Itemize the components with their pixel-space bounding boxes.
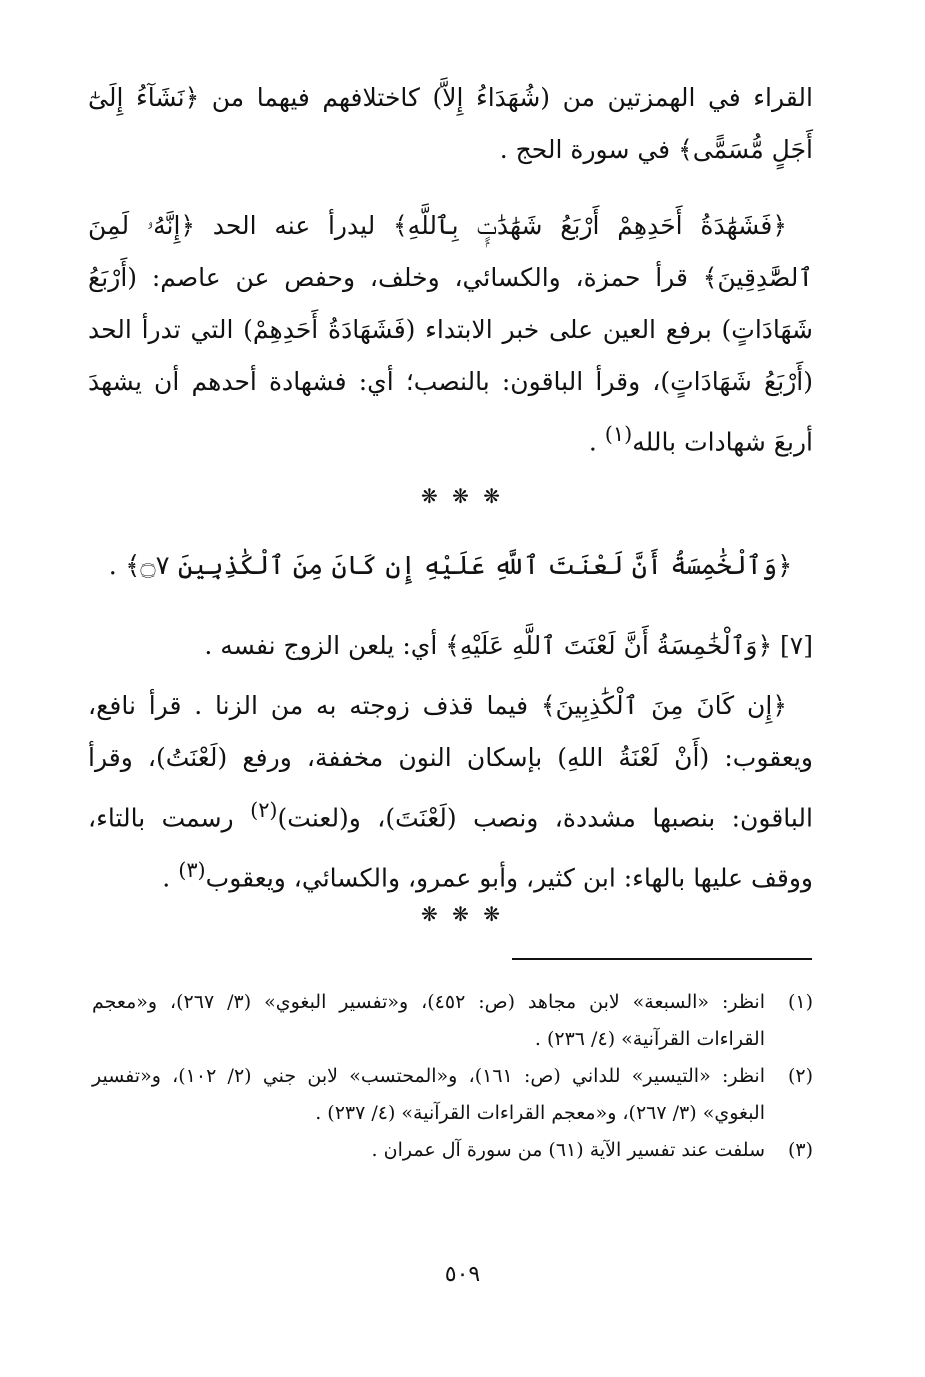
footnote-divider — [512, 958, 812, 960]
paragraph-shahadah — [88, 200, 813, 468]
paragraph-text: رسمت بالتاء، ووقف عليها بالهاء: ابن كثير، وأبو عمرو، والكسائي، ويعقوب — [88, 803, 813, 893]
quran-verse: ﴿وَٱلْخَٰمِسَةُ أَنَّ لَعْنَتَ ٱللَّهِ عَلَيْهِ إِن كَانَ مِنَ ٱلْكَٰذِبِينَ ۝٧﴾ . — [108, 551, 793, 581]
paragraph-end: . — [162, 863, 179, 893]
footnote-text: انظر: «السبعة» لابن مجاهد (ص: ٤٥٢)، و«تفسير البغوي» (٣/ ٢٦٧)، و«معجم القراءات القرآنية» (٤/ ٢٣٦) . — [92, 991, 765, 1050]
footnote-item — [92, 1132, 813, 1169]
footnotes — [92, 984, 813, 1169]
paragraph-text: ﴿إِن كَانَ مِنَ ٱلْكَٰذِبِينَ﴾ فيما قذف زوجته به من الزنا . قرأ نافع، ويعقوب: (أَنْ لَعْنَةُ اللهِ) بإسكان النون مخففة، ورفع (لَعْنَتُ)، وقرأ الباقون: بنصبها مشددة، ونصب (لَعْنَتَ)، و(لعنت) — [88, 691, 813, 833]
footnote-number: (٢) — [787, 1065, 813, 1087]
footnote-item — [92, 1058, 813, 1132]
footnote-ref-2[interactable]: (٢) — [250, 798, 278, 822]
paragraph-readings — [88, 680, 813, 905]
footnote-item — [92, 984, 813, 1058]
paragraph-continuation — [88, 72, 813, 176]
paragraph-text: ﴿فَشَهَٰدَةُ أَحَدِهِمْ أَرْبَعُ شَهَٰدَٰتٍۭ بِٱللَّهِ﴾ ليدرأ عنه الحد ﴿إِنَّهُۥ لَمِنَ ٱلصَّٰدِقِينَ﴾ قرأ حمزة، والكسائي، وخلف، وحفص عن عاصم: (أَرْبَعُ شَهَادَاتٍ) برفع العين على خبر الابتداء (فَشَهَادَةُ أَحَدِهِمْ) التي تدرأ الحد (أَرْبَعُ شَهَادَاتٍ)، وقرأ الباقون: بالنصب؛ أي: فشهادة أحدهم أن يشهدَ أربعَ شهادات بالله — [88, 211, 813, 457]
footnote-ref-1[interactable]: (١) — [604, 422, 633, 446]
footnote-text: انظر: «التيسير» للداني (ص: ١٦١)، و«المحتسب» لابن جني (٢/ ١٠٢)، و«تفسير البغوي» (٣/ ٢٦٧)، و«معجم القراءات القرآنية» (٤/ ٢٣٧) . — [92, 1065, 765, 1124]
paragraph-text: القراء في الهمزتين من (شُهَدَاءُ إِلاَّ) كاختلافهم فيهما من ﴿نَشَآءُ إِلَىٰٓ أَجَلٍ مُّسَمًّى﴾ في سورة الحج . — [88, 83, 813, 164]
paragraph-text: [٧] ﴿وَٱلْخَٰمِسَةُ أَنَّ لَعْنَتَ ٱللَّهِ عَلَيْهِ﴾ أي: يلعن الزوج نفسه . — [204, 631, 813, 660]
footnote-number: (٣) — [787, 1139, 813, 1161]
section-separator: ❋ ❋ ❋ — [421, 484, 504, 508]
paragraph-verse-explanation — [88, 620, 813, 672]
footnote-text: سلفت عند تفسير الآية (٦١) من سورة آل عمران . — [371, 1139, 765, 1161]
page-number: ٥٠٩ — [444, 1262, 481, 1287]
footnote-ref-3[interactable]: (٣) — [178, 858, 206, 883]
footnote-number: (١) — [787, 991, 813, 1013]
paragraph-end: . — [588, 427, 605, 457]
section-separator: ❋ ❋ ❋ — [421, 902, 504, 926]
